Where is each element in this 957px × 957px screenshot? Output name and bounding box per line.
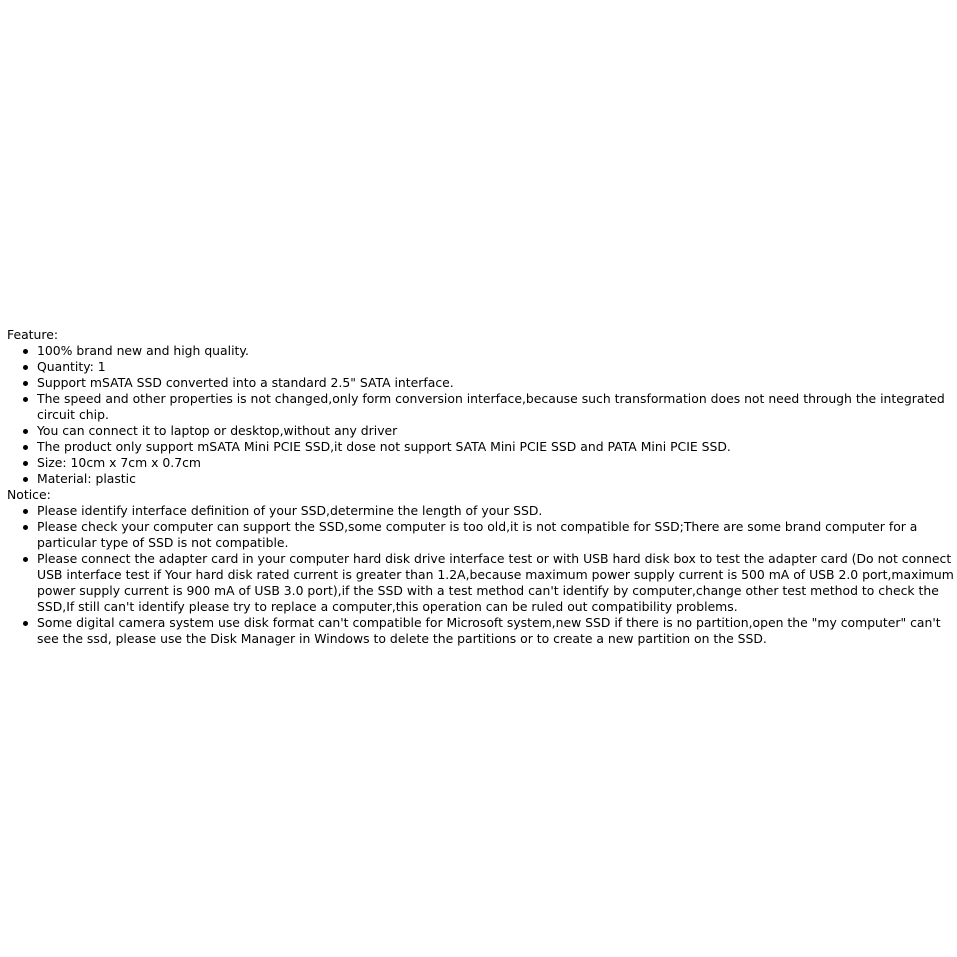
feature-list [7,343,957,487]
notice-list [7,503,957,647]
feature-item: The product only support mSATA Mini PCIE SSD,it dose not support SATA Mini PCIE SSD and PATA Mini PCIE SSD. [37,439,957,455]
notice-item: Please check your computer can support the SSD,some computer is too old,it is not compatible for SSD;There are some brand computer for a particular type of SSD is not compatible. [37,519,957,551]
feature-item: Size: 10cm x 7cm x 0.7cm [37,455,957,471]
notice-item: Please connect the adapter card in your computer hard disk drive interface test or with USB hard disk box to test the adapter card (Do not connect USB interface test if Your hard disk rated current is greater than 1.2A,because maximum power supply current is 500 mA of USB 2.0 port,maximum power supply current is 900 mA of USB 3.0 port),if the SSD with a test method can't identify by computer,change other test method to check the SSD,If still can't identify please try to replace a computer,this operation can be ruled out compatibility problems. [37,551,957,615]
feature-heading: Feature: [7,327,58,342]
feature-item: Support mSATA SSD converted into a standard 2.5" SATA interface. [37,375,957,391]
feature-item: The speed and other properties is not changed,only form conversion interface,because such transformation does not need through the integrated circuit chip. [37,391,957,423]
feature-item: 100% brand new and high quality. [37,343,957,359]
notice-item: Please identify interface definition of your SSD,determine the length of your SSD. [37,503,957,519]
product-description [7,327,957,647]
feature-item: Material: plastic [37,471,957,487]
feature-item: You can connect it to laptop or desktop,without any driver [37,423,957,439]
feature-item: Quantity: 1 [37,359,957,375]
notice-heading: Notice: [7,487,51,502]
notice-item: Some digital camera system use disk format can't compatible for Microsoft system,new SSD if there is no partition,open the "my computer" can't see the ssd, please use the Disk Manager in Windows to delete the partitions or to create a new partition on the SSD. [37,615,957,647]
